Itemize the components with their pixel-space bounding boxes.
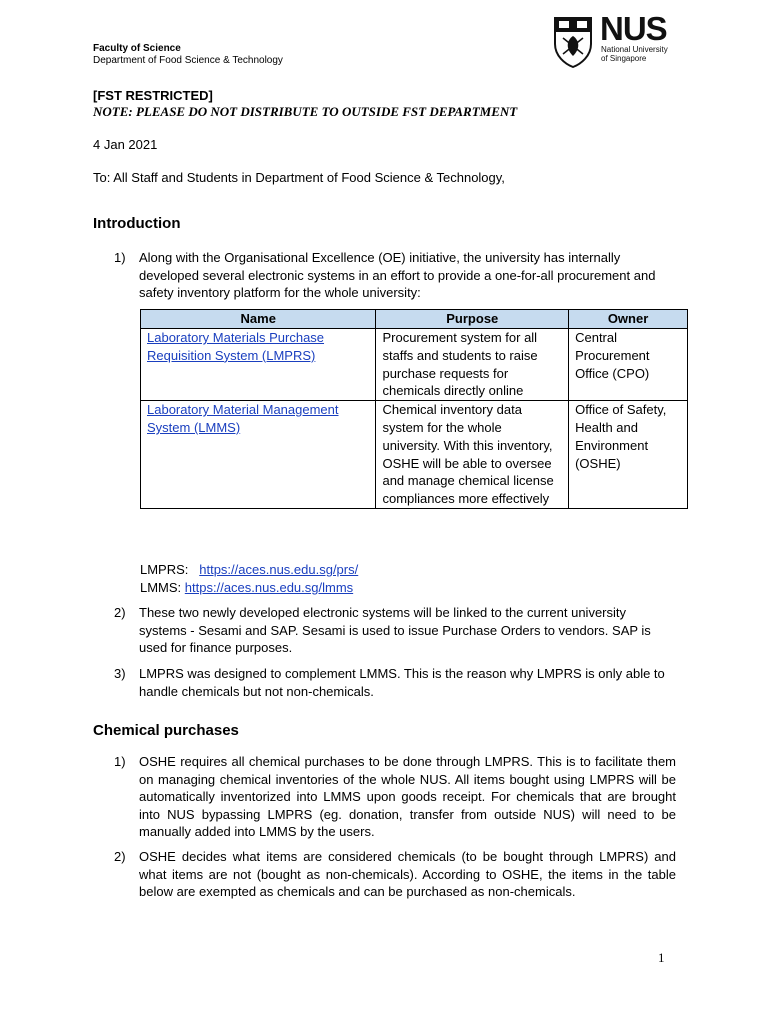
table-header-row xyxy=(141,310,688,329)
lmprs-url-row xyxy=(140,562,358,577)
logo-subtext xyxy=(601,45,668,63)
introduction-heading: Introduction xyxy=(93,215,181,232)
chem-item-2 xyxy=(114,848,676,901)
table-cell-name xyxy=(141,329,376,401)
nus-logo xyxy=(553,10,681,72)
url-label: LMMS: xyxy=(140,580,182,595)
list-text: LMPRS was designed to complement LMMS. This is the reason why LMPRS is only able to handle chemicals but not non-chemicals. xyxy=(139,666,665,699)
intro-item-2 xyxy=(114,604,676,657)
table-cell-owner: Central Procurement Office (CPO) xyxy=(569,329,688,401)
chemical-purchases-heading: Chemical purchases xyxy=(93,722,239,739)
list-number: 1) xyxy=(114,754,126,769)
distribution-note: NOTE: PLEASE DO NOT DISTRIBUTE TO OUTSIDE FST DEPARTMENT xyxy=(93,104,518,119)
addressee: To: All Staff and Students in Department of Food Science & Technology, xyxy=(93,170,505,185)
table-cell-purpose: Procurement system for all staffs and students to raise purchase requests for chemicals directly online xyxy=(376,329,569,401)
logo-subtext-line1: National University xyxy=(601,45,668,54)
url-label: LMPRS: xyxy=(140,562,189,577)
table-cell-owner: Office of Safety, Health and Environment (OSHE) xyxy=(569,401,688,509)
list-number: 2) xyxy=(114,849,126,864)
list-text: Along with the Organisational Excellence (OE) initiative, the university has internally developed several electronic systems in an effort to provide a one-for-all procurement and safety inventory platform for the whole university: xyxy=(139,250,656,300)
column-header-purpose: Purpose xyxy=(376,310,569,329)
column-header-owner: Owner xyxy=(569,310,688,329)
column-header-name: Name xyxy=(141,310,376,329)
lmms-url-row xyxy=(140,580,353,595)
list-number: 3) xyxy=(114,666,126,681)
list-number: 2) xyxy=(114,605,126,620)
restricted-label: [FST RESTRICTED] xyxy=(93,88,213,103)
table-cell-purpose: Chemical inventory data system for the whole university. With this inventory, OSHE will be able to oversee and manage chemical license compliances more effectively xyxy=(376,401,569,509)
table-row xyxy=(141,401,688,509)
lmms-link[interactable]: Laboratory Material Management System (LMMS) xyxy=(147,402,339,435)
faculty-name: Faculty of Science xyxy=(93,43,181,54)
chem-item-1 xyxy=(114,753,676,839)
nus-crest-icon xyxy=(553,16,593,68)
page-number: 1 xyxy=(658,950,665,965)
lmms-url-link[interactable]: https://aces.nus.edu.sg/lmms xyxy=(184,580,354,595)
lmprs-link[interactable]: Laboratory Materials Purchase Requisition System (LMPRS) xyxy=(147,330,325,363)
list-text: These two newly developed electronic systems will be linked to the current university systems - Sesami and SAP. Sesami is used to issue Purchase Orders to vendors. SAP is used for finance purposes. xyxy=(139,605,651,655)
list-text: OSHE decides what items are considered chemicals (to be bought through LMPRS) and what items are not (bought as non-chemicals). According to OSHE, the items in the table below are exempted as chemicals and can be purchased as non-chemicals. xyxy=(139,849,676,899)
table-cell-name xyxy=(141,401,376,509)
lmprs-url-link[interactable]: https://aces.nus.edu.sg/prs/ xyxy=(199,562,359,577)
document-date: 4 Jan 2021 xyxy=(93,137,158,152)
list-number: 1) xyxy=(114,250,126,265)
department-name: Department of Food Science & Technology xyxy=(93,55,283,66)
intro-item-3 xyxy=(114,665,676,701)
logo-subtext-line2: of Singapore xyxy=(601,54,647,63)
table-row xyxy=(141,329,688,401)
list-text: OSHE requires all chemical purchases to be done through LMPRS. This is to facilitate them on managing chemical inventories of the whole NUS. All items bought using LMPRS will be automatically inventorized into LMMS upon goods receipt. For chemicals that are brought into NUS bypassing LMPRS (eg. donation, transfer from outside NUS) will need to be manually added into LMMS by the users. xyxy=(139,754,676,839)
intro-item-1 xyxy=(114,249,676,302)
logo-wordmark: NUS xyxy=(600,10,667,47)
systems-table xyxy=(140,309,688,509)
